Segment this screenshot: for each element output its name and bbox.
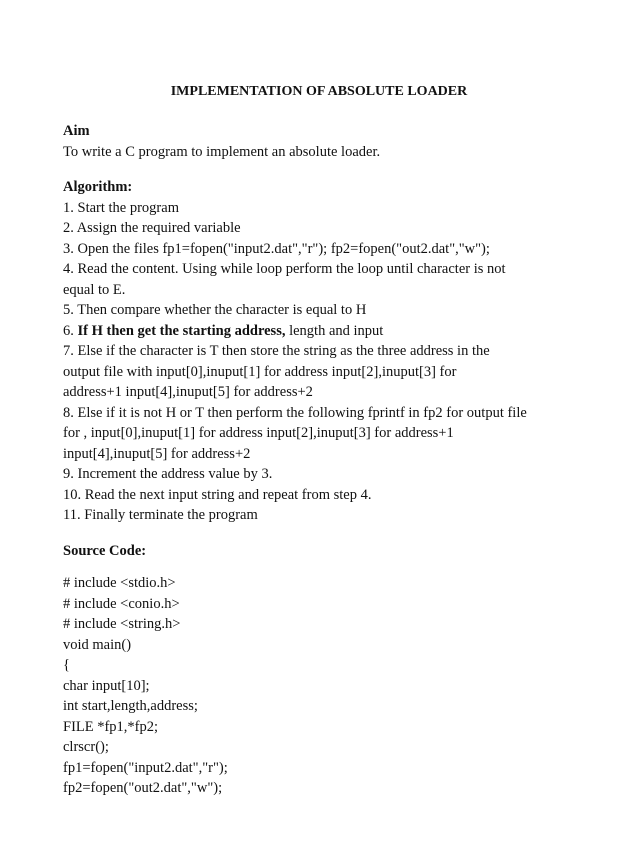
code-line: # include <string.h>: [63, 616, 181, 632]
step-6-bold-text: If H then get the starting address,: [77, 322, 286, 339]
code-line: FILE *fp1,*fp2;: [63, 718, 159, 735]
algorithm-line: 2. Assign the required variable: [63, 220, 241, 236]
section-gap: [63, 526, 563, 541]
aim-heading: Aim: [63, 123, 90, 139]
code-line: fp1=fopen("input2.dat","r");: [63, 759, 228, 776]
algorithm-line: 10. Read the next input string and repeat from step 4.: [63, 486, 372, 503]
code-line: clrscr();: [63, 739, 109, 755]
code-line: char input[10];: [63, 677, 150, 694]
algorithm-line-step-6: [63, 321, 563, 342]
algorithm-line: equal to E.: [63, 281, 126, 298]
algorithm-line: 4. Read the content. Using while loop perform the loop until character is not: [63, 261, 506, 277]
algorithm-line: address+1 input[4],inuput[5] for address+2: [63, 384, 313, 400]
document-title: IMPLEMENTATION OF ABSOLUTE LOADER: [170, 84, 468, 99]
step-6-rest-text: length and input: [285, 322, 384, 339]
algorithm-line: 8. Else if it is not H or T then perform the following fprintf in fp2 for output file: [63, 404, 527, 421]
aim-text: To write a C program to implement an absolute loader.: [63, 143, 381, 160]
source-code-heading: Source Code:: [63, 542, 147, 559]
code-line: fp2=fopen("out2.dat","w");: [63, 780, 223, 796]
code-line: int start,length,address;: [63, 698, 198, 714]
section-gap: [63, 162, 563, 177]
code-line: {: [63, 657, 70, 673]
algorithm-line: 5. Then compare whether the character is equal to H: [63, 302, 367, 318]
step-6-number: 6.: [63, 322, 78, 339]
code-line: void main(): [63, 636, 132, 653]
algorithm-line: 7. Else if the character is T then store the string as the three address in the: [63, 343, 490, 359]
algorithm-line: 9. Increment the address value by 3.: [63, 466, 273, 482]
algorithm-line: input[4],inuput[5] for address+2: [63, 445, 251, 462]
document-body: [63, 121, 563, 799]
algorithm-line: 11. Finally terminate the program: [63, 507, 258, 523]
code-line: # include <stdio.h>: [63, 575, 176, 591]
section-gap: [63, 561, 563, 573]
algorithm-line: output file with input[0],inuput[1] for address input[2],inuput[3] for: [63, 363, 457, 380]
algorithm-line: 3. Open the files fp1=fopen("input2.dat","r"); fp2=fopen("out2.dat","w");: [63, 240, 490, 257]
algorithm-line: for , input[0],inuput[1] for address input[2],inuput[3] for address+1: [63, 425, 454, 441]
algorithm-heading: Algorithm:: [63, 179, 133, 195]
code-line: # include <conio.h>: [63, 595, 180, 612]
algorithm-line: 1. Start the program: [63, 199, 179, 216]
